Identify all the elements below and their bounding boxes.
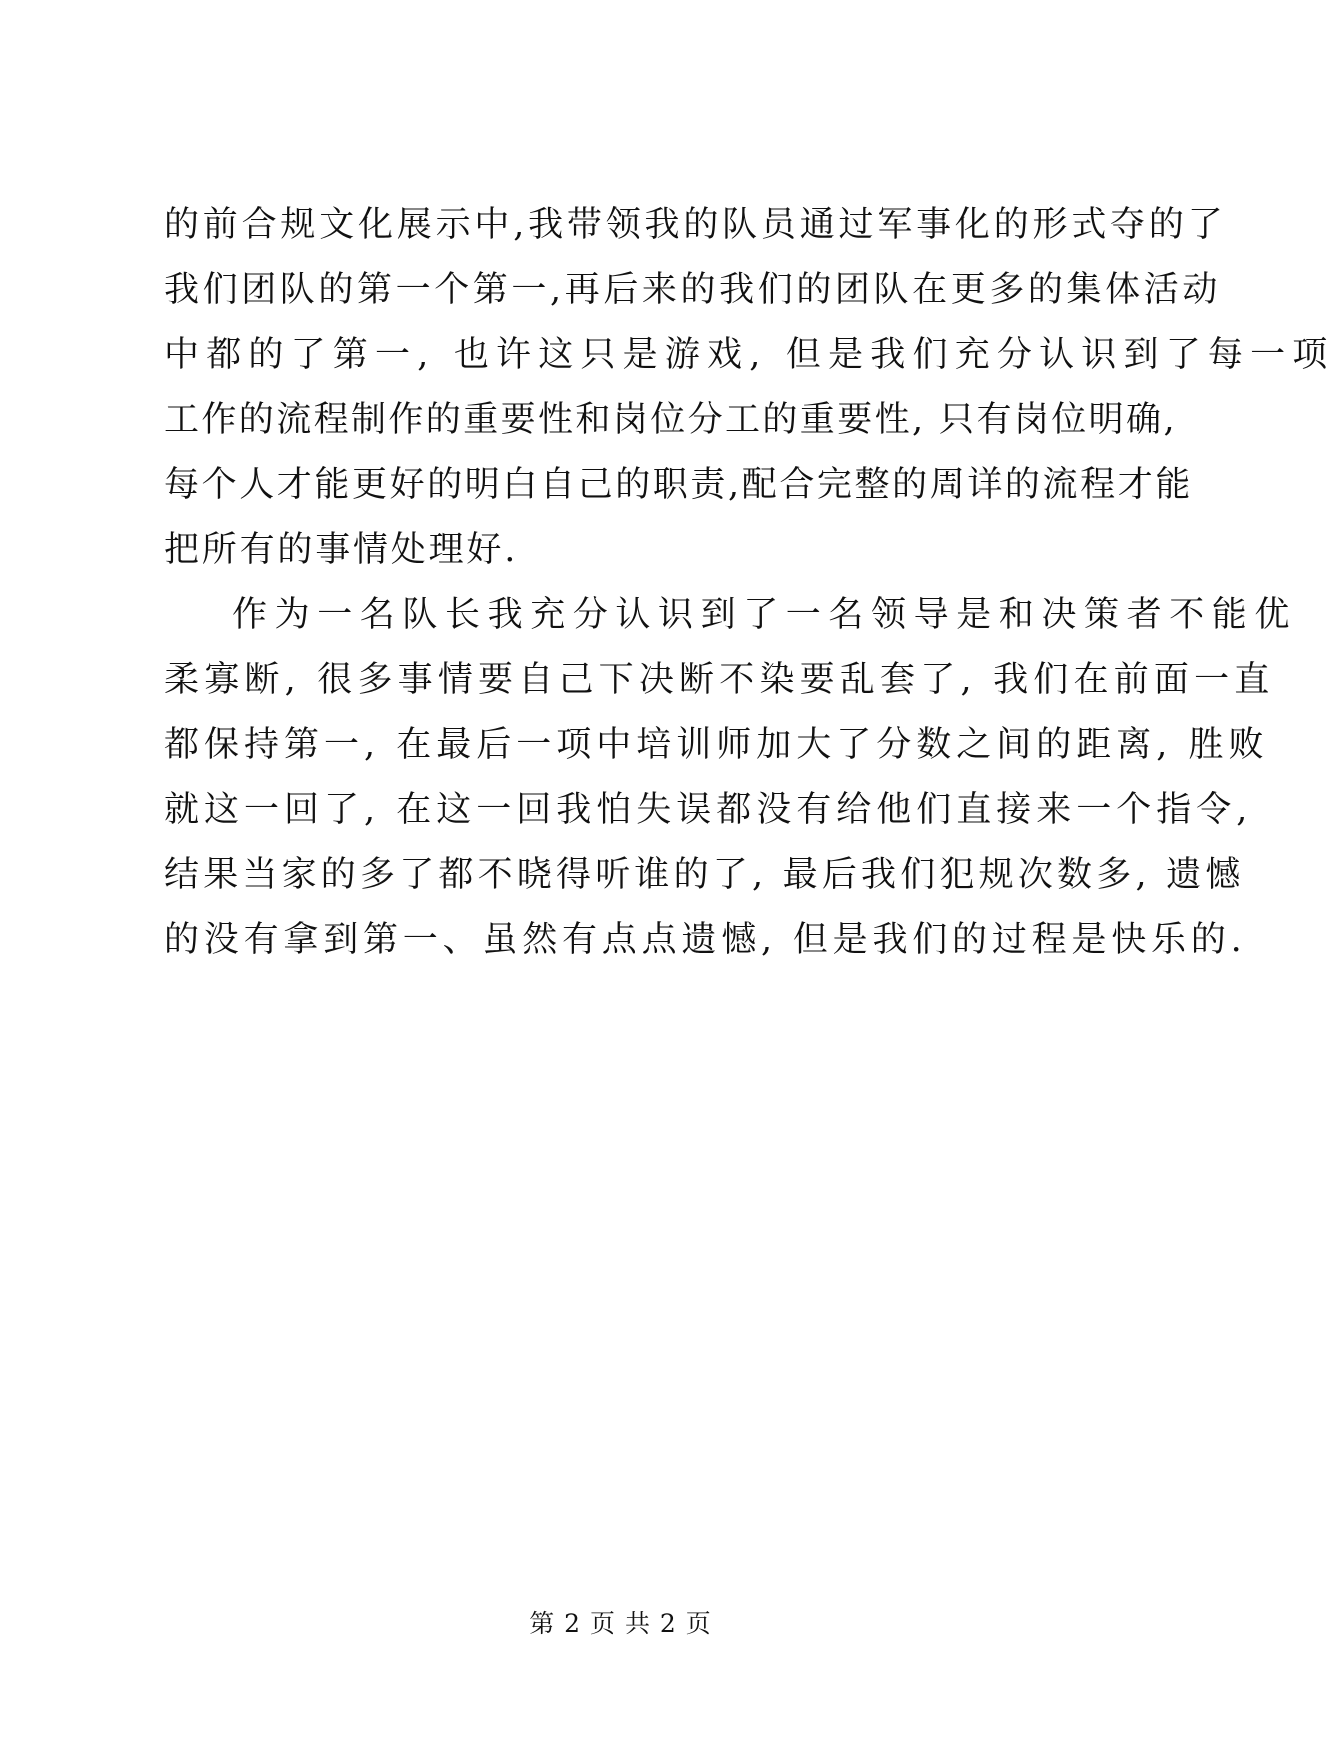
text-line: 结果当家的多了都不晓得听谁的了, 最后我们犯规次数多, 遗憾 bbox=[164, 855, 1245, 895]
text-line: 的没有拿到第一、虽然有点点遗憾, 但是我们的过程是快乐的. bbox=[164, 920, 1247, 960]
text-line: 的前合规文化展示中,我带领我的队员通过军事化的形式夺的了 bbox=[164, 205, 1227, 245]
text-line: 中都的了第一, 也许这只是游戏, 但是我们充分认识到了每一项 bbox=[164, 335, 1335, 375]
paragraph-2 bbox=[164, 583, 1298, 973]
text-line: 把所有的事情处理好. bbox=[164, 530, 519, 570]
text-line: 柔寡断, 很多事情要自己下决断不染要乱套了, 我们在前面一直 bbox=[164, 660, 1275, 700]
text-line: 我们团队的第一个第一,再后来的我们的团队在更多的集体活动 bbox=[164, 270, 1221, 310]
text-line: 作为一名队长我充分认识到了一名领导是和决策者不能优 bbox=[232, 595, 1298, 635]
text-line: 工作的流程制作的重要性和岗位分工的重要性, 只有岗位明确, bbox=[164, 400, 1177, 440]
text-line: 就这一回了, 在这一回我怕失误都没有给他们直接来一个指令, bbox=[164, 790, 1253, 830]
text-line: 都保持第一, 在最后一项中培训师加大了分数之间的距离, 胜败 bbox=[164, 725, 1269, 765]
paragraph-1 bbox=[164, 193, 1335, 583]
body-text bbox=[164, 193, 1335, 973]
page-number: 第 2 页 共 2 页 bbox=[529, 1609, 712, 1638]
text-line: 每个人才能更好的明白自己的职责,配合完整的周详的流程才能 bbox=[164, 465, 1193, 505]
